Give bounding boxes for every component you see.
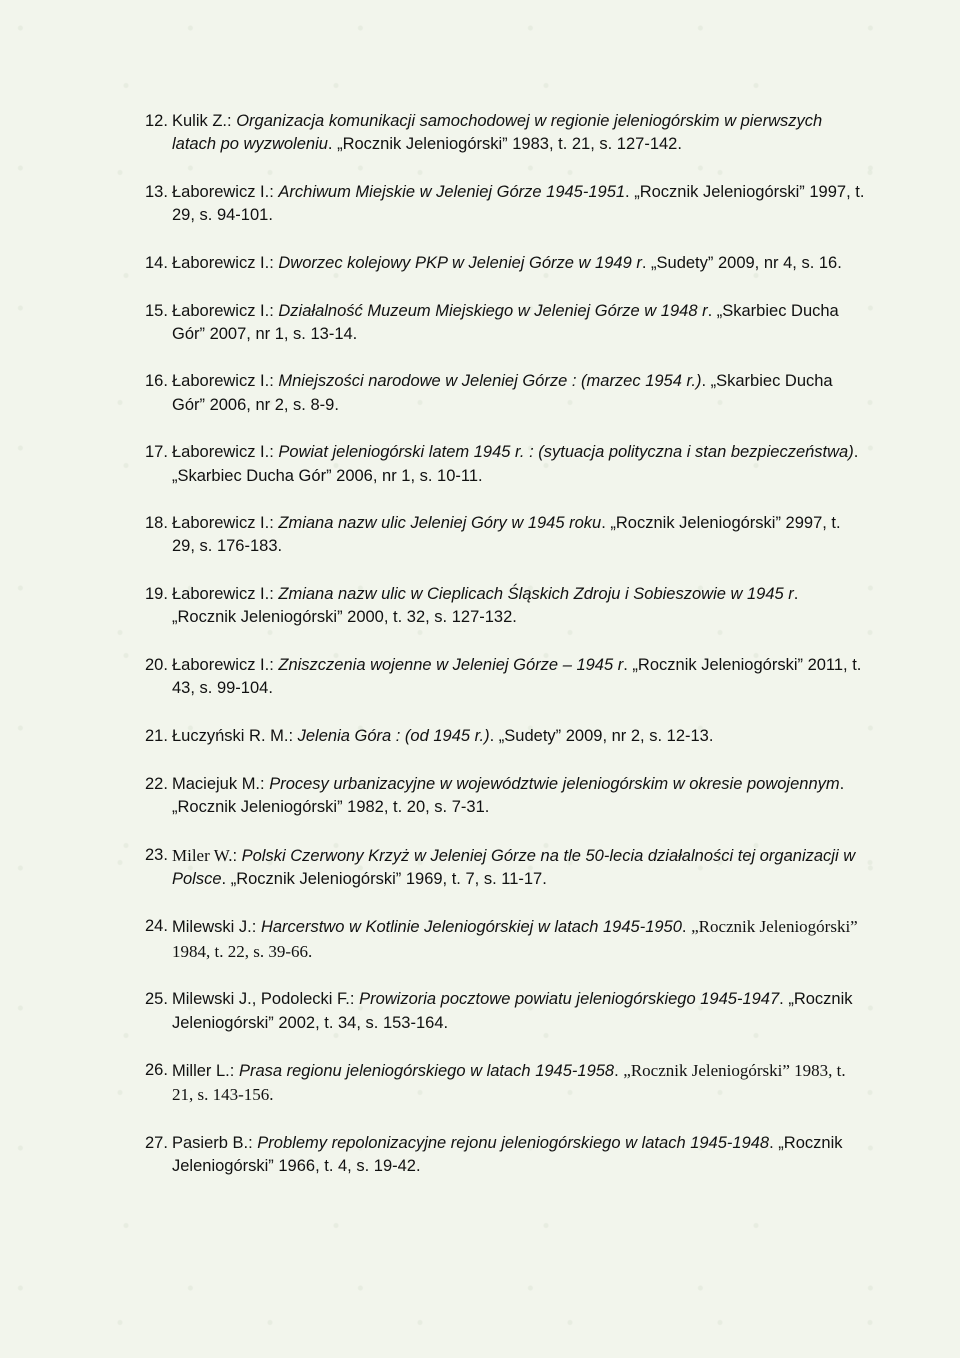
reference-author: Milewski J., Podolecki F. bbox=[172, 990, 350, 1009]
reference-title: Procesy urbanizacyjne w województwie jeleniogórskim w okresie powojennym bbox=[269, 774, 840, 793]
reference-item: 21. Łuczyński R. M.: Jelenia Góra : (od 1945 r.). „Sudety” 2009, nr 2, s. 12-13. bbox=[145, 725, 865, 748]
reference-title: Prowizoria pocztowe powiatu jeleniogórskiego 1945-1947 bbox=[359, 990, 780, 1009]
reference-item: 26. Miller L.: Prasa regionu jeleniogórskiego w latach 1945-1958. „Rocznik Jeleniogórski” 1983, t. 21, s. 143-156. bbox=[145, 1061, 846, 1105]
reference-source: Sudety” 2009, nr 2, s. 12-13. bbox=[504, 726, 714, 745]
reference-author: Maciejuk M. bbox=[172, 774, 261, 793]
reference-number: 23. bbox=[145, 845, 168, 864]
reference-author: Łaborewicz I. bbox=[172, 372, 270, 391]
reference-author: Łaborewicz I. bbox=[172, 301, 270, 320]
reference-item: 13. Łaborewicz I.: Archiwum Miejskie w Jeleniej Górze 1945-1951. „Rocznik Jeleniogórski” 1997, t. 29, s. 94-101. bbox=[145, 182, 865, 225]
reference-author: Łaborewicz I. bbox=[172, 182, 270, 201]
reference-title: Harcerstwo w Kotlinie Jeleniogórskiej w latach 1945-1950 bbox=[260, 918, 682, 937]
reference-title: Polski Czerwony Krzyż w Jeleniej Górze na tle 50-lecia działalności tej organizacji w Polsce bbox=[172, 846, 856, 888]
reference-title: Zniszczenia wojenne w Jeleniej Górze – 1945 r bbox=[278, 656, 624, 675]
reference-author: Łaborewicz I. bbox=[172, 585, 270, 604]
reference-number: 18. bbox=[145, 514, 168, 533]
reference-source: Skarbiec Ducha Gór” 2006, nr 2, s. 8-9. bbox=[172, 372, 833, 414]
reference-item: 15. Łaborewicz I.: Działalność Muzeum Miejskiego w Jeleniej Górze w 1948 r. „Skarbiec Ducha Gór” 2007, nr 1, s. 13-14. bbox=[145, 301, 839, 343]
reference-title: Prasa regionu jeleniogórskiego w latach 1945-1958 bbox=[238, 1062, 615, 1081]
reference-source: Rocznik Jeleniogórski” 2000, t. 32, s. 127-132. bbox=[177, 608, 517, 627]
reference-author: Pasierb B. bbox=[172, 1134, 249, 1153]
reference-source: Rocznik Jeleniogórski” 2002, t. 34, s. 153-164. bbox=[172, 990, 853, 1032]
reference-item: 23. Miler W.: Polski Czerwony Krzyż w Jeleniej Górze na tle 50-lecia działalności tej organizacji w Polsce. „Rocznik Jeleniogórski” 1969, t. 7, s. 11-17. bbox=[145, 845, 856, 888]
reference-source: Rocznik Jeleniogórski” 1983, t. 21, s. 127-142. bbox=[342, 135, 682, 154]
reference-item: 25. Milewski J., Podolecki F.: Prowizoria pocztowe powiatu jeleniogórskiego 1945-1947. „Rocznik Jeleniogórski” 2002, t. 34, s. 153-164. bbox=[145, 990, 853, 1032]
reference-item: 14. Łaborewicz I.: Dworzec kolejowy PKP w Jeleniej Górze w 1949 r. „Sudety” 2009, nr 4, s. 16. bbox=[145, 252, 865, 275]
reference-title: Zmiana nazw ulic w Cieplicach Śląskich Zdroju i Sobieszowie w 1945 r bbox=[278, 585, 794, 604]
reference-source: Rocznik Jeleniogórski” 1984, t. 22, s. 39-66. bbox=[172, 917, 858, 961]
reference-number: 19. bbox=[145, 585, 168, 604]
reference-number: 17. bbox=[145, 443, 168, 462]
reference-title: Zmiana nazw ulic Jeleniej Góry w 1945 roku bbox=[278, 514, 602, 533]
reference-title: Dworzec kolejowy PKP w Jeleniej Górze w 1949 r bbox=[278, 253, 642, 272]
reference-title: Działalność Muzeum Miejskiego w Jeleniej Górze w 1948 r bbox=[278, 301, 708, 320]
reference-source: Skarbiec Ducha Gór” 2007, nr 1, s. 13-14. bbox=[172, 301, 839, 343]
reference-author: Miler W. bbox=[172, 845, 233, 865]
reference-item: 24. Milewski J.: Harcerstwo w Kotlinie Jeleniogórskiej w latach 1945-1950. „Rocznik Jeleniogórski” 1984, t. 22, s. 39-66. bbox=[145, 917, 858, 961]
reference-number: 16. bbox=[145, 372, 168, 391]
reference-title: Jelenia Góra : (od 1945 r.) bbox=[297, 726, 490, 745]
reference-item: 12. Kulik Z.: Organizacja komunikacji samochodowej w regionie jeleniogórskim w pierwszych latach po wyzwoleniu. „Rocznik Jeleniogórski” 1983, t. 21, s. 127-142. bbox=[145, 112, 823, 154]
reference-item: 20. Łaborewicz I.: Zniszczenia wojenne w Jeleniej Górze – 1945 r. „Rocznik Jeleniogórski” 2011, t. 43, s. 99-104. bbox=[145, 656, 862, 698]
reference-number: 26. bbox=[145, 1061, 168, 1080]
reference-source: Rocznik Jeleniogórski” 1969, t. 7, s. 11-17. bbox=[236, 869, 547, 888]
reference-author: Miller L. bbox=[172, 1062, 230, 1081]
reference-number: 13. bbox=[145, 182, 168, 201]
reference-title: Organizacja komunikacji samochodowej w regionie jeleniogórskim w pierwszych latach po wyzwoleniu bbox=[172, 112, 823, 154]
reference-item: 27. Pasierb B.: Problemy repolonizacyjne rejonu jeleniogórskiego w latach 1945-1948. „Rocznik Jeleniogórski” 1966, t. 4, s. 19-42. bbox=[145, 1134, 843, 1176]
reference-number: 14. bbox=[145, 253, 168, 272]
reference-number: 21. bbox=[145, 726, 168, 745]
reference-source: Rocznik Jeleniogórski” 1997, t. 29, s. 94-101. bbox=[172, 182, 865, 225]
reference-number: 15. bbox=[145, 301, 168, 320]
reference-author: Łuczyński R. M. bbox=[172, 726, 289, 745]
reference-author: Łaborewicz I. bbox=[172, 253, 270, 272]
bibliography-list bbox=[145, 110, 865, 1203]
reference-title: Powiat jeleniogórski latem 1945 r. : (sytuacja polityczna i stan bezpieczeństwa) bbox=[278, 443, 854, 462]
reference-number: 27. bbox=[145, 1134, 168, 1153]
reference-author: Łaborewicz I. bbox=[172, 443, 270, 462]
reference-title: Mniejszości narodowe w Jeleniej Górze : (marzec 1954 r.) bbox=[278, 372, 702, 391]
reference-number: 12. bbox=[145, 112, 168, 130]
reference-item: 17. Łaborewicz I.: Powiat jeleniogórski latem 1945 r. : (sytuacja polityczna i stan bezpieczeństwa). „Skarbiec Ducha Gór” 2006, nr 1, s. 10-11. bbox=[145, 443, 859, 485]
reference-author: Łaborewicz I. bbox=[172, 656, 270, 675]
reference-author: Milewski J. bbox=[172, 918, 252, 937]
reference-source: Rocznik Jeleniogórski” 1982, t. 20, s. 7-31. bbox=[177, 797, 490, 816]
reference-item: 19. Łaborewicz I.: Zmiana nazw ulic w Cieplicach Śląskich Zdroju i Sobieszowie w 1945 r. „Rocznik Jeleniogórski” 2000, t. 32, s. 127-132. bbox=[145, 585, 799, 627]
reference-item: 18. Łaborewicz I.: Zmiana nazw ulic Jeleniej Góry w 1945 roku. „Rocznik Jeleniogórski” 2997, t. 29, s. 176-183. bbox=[145, 514, 841, 556]
reference-source: Skarbiec Ducha Gór” 2006, nr 1, s. 10-11. bbox=[177, 466, 483, 485]
reference-title: Problemy repolonizacyjne rejonu jeleniogórskiego w latach 1945-1948 bbox=[257, 1134, 770, 1153]
reference-item: 22. Maciejuk M.: Procesy urbanizacyjne w województwie jeleniogórskim w okresie powojennym. „Rocznik Jeleniogórski” 1982, t. 20, s. 7-31. bbox=[145, 774, 845, 816]
reference-item: 16. Łaborewicz I.: Mniejszości narodowe w Jeleniej Górze : (marzec 1954 r.). „Skarbiec Ducha Gór” 2006, nr 2, s. 8-9. bbox=[145, 372, 833, 414]
reference-number: 22. bbox=[145, 774, 168, 793]
reference-title: Archiwum Miejskie w Jeleniej Górze 1945-1951 bbox=[278, 182, 626, 201]
reference-source: Rocznik Jeleniogórski” 2011, t. 43, s. 99-104. bbox=[172, 656, 862, 698]
reference-author: Łaborewicz I. bbox=[172, 514, 270, 533]
reference-number: 25. bbox=[145, 990, 168, 1009]
reference-source: Sudety” 2009, nr 4, s. 16. bbox=[656, 253, 842, 272]
reference-author: Kulik Z. bbox=[172, 112, 228, 130]
reference-source: Rocznik Jeleniogórski” 2997, t. 29, s. 176-183. bbox=[172, 514, 841, 556]
reference-number: 20. bbox=[145, 656, 168, 675]
reference-source: Rocznik Jeleniogórski” 1966, t. 4, s. 19-42. bbox=[172, 1134, 843, 1176]
reference-number: 24. bbox=[145, 917, 168, 936]
reference-source: Rocznik Jeleniogórski” 1983, t. 21, s. 143-156. bbox=[172, 1061, 846, 1105]
